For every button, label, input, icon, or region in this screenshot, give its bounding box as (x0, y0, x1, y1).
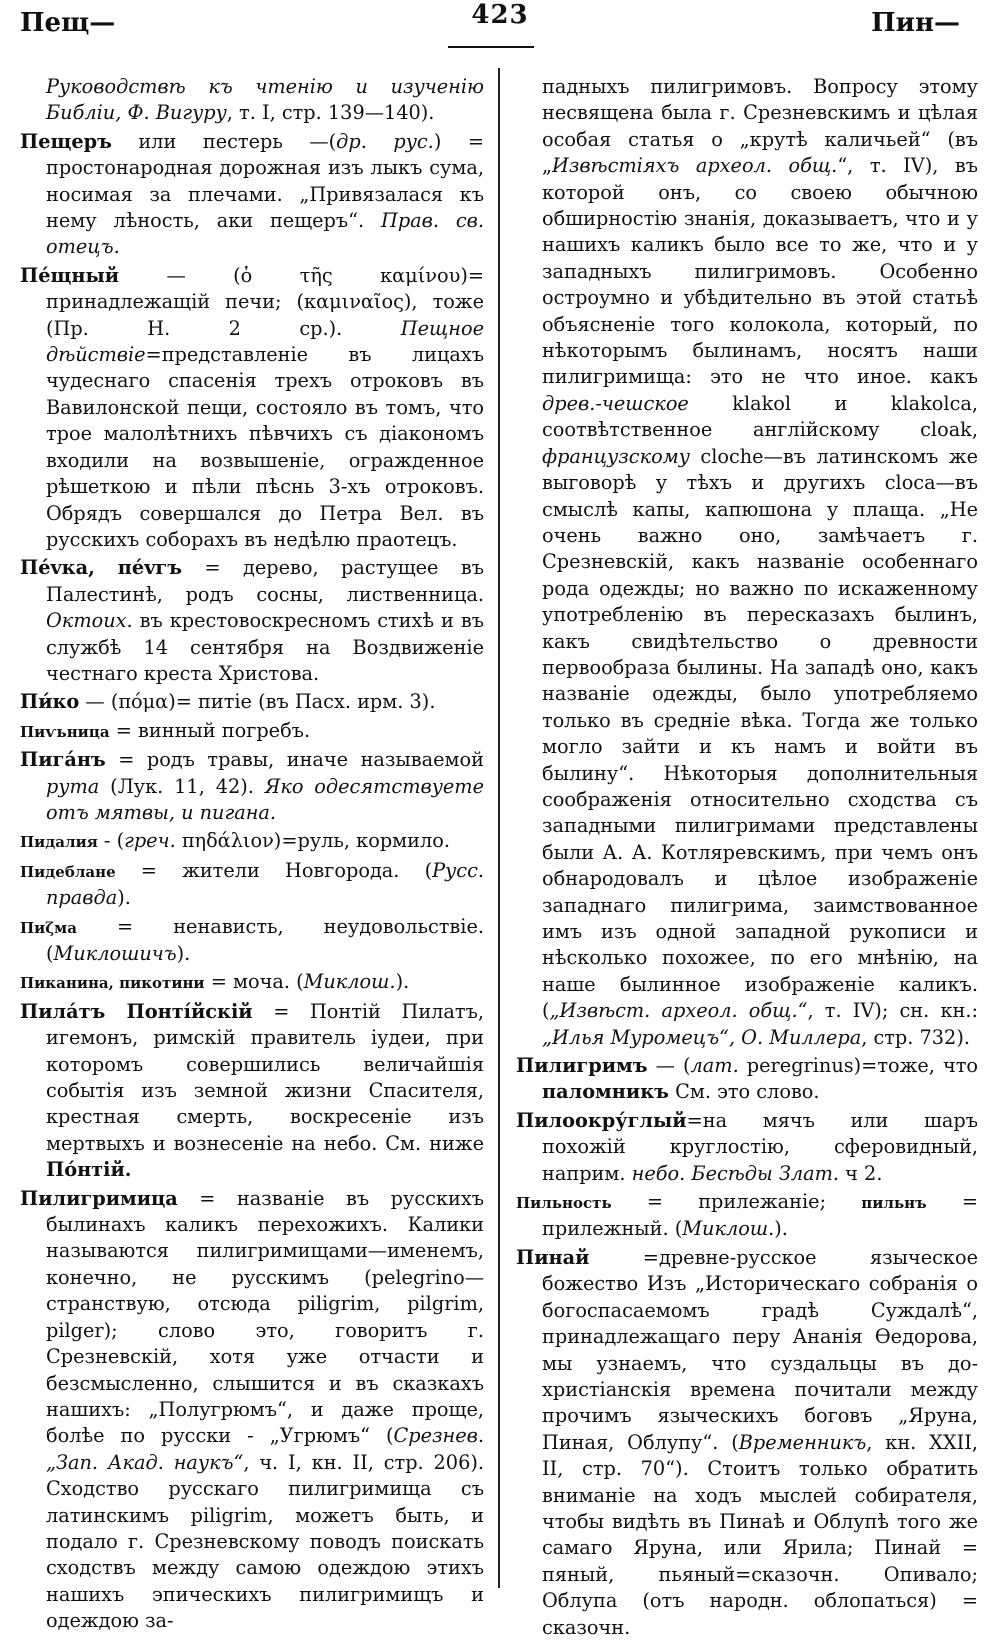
entry-headword: Пещеръ (20, 129, 112, 153)
entry-text: ) = простонародная дорожная изъ лыкъ сума, носимая за плечами. „Привязалася къ нему лѣность, аки пещеръ“. (46, 129, 484, 233)
dictionary-entry (20, 555, 484, 687)
dictionary-entry (20, 969, 484, 996)
entry-text: , ч. I, кн. II, стр. 206). Сходство русскаго пилигримища съ латинскимъ piligrim, можетъ быть, и подало г. Срезневскому поводъ поискать сходствъ между самою одеждою этихъ нашихъ эпическихъ пилигримищъ и одеждою за- (46, 1450, 484, 1633)
entry-text: Миклош. (682, 1217, 775, 1241)
entry-text: Извѣстіяхъ археол. общ. (552, 154, 838, 178)
entry-text: — ( (647, 1054, 691, 1078)
entry-text: др. рус. (336, 129, 434, 153)
entry-text: въ крестовоскресномъ стихѣ и въ службѣ 14 сентября на Воздвиженіе честнаго креста Христова. (46, 609, 484, 685)
entry-text: или пестерь —( (111, 129, 337, 153)
entry-text: =древне-русское языческое божество Изъ „Историческаго собранія о богоспасаемомъ градѣ Суждалѣ“, принадлежащаго перу Ананія Ѳедорова, мы узнаемъ, что суздальцы въ до-христіанскія времена почитали между прочимъ языческихъ боговъ „Яруна, Пиная, Облупу“. ( (542, 1245, 978, 1454)
entry-headword: Пи́ко (20, 690, 80, 714)
entry-text: небо. Бесѣды Злат. (631, 1161, 840, 1185)
entry-text: “, т. IV), въ которой онъ, со своею обычною обширностію знанія, доказываетъ, что и у нашихъ каликъ было все то же, что и у западныхъ пилигримовъ. Особенно остроумно и убѣдительно въ этой статьѣ объясненіе того колокола, который, по нѣкоторымъ былинамъ, носятъ наши пилигримища: это не что иное. какъ (542, 154, 978, 389)
page-number: 423 (471, 0, 529, 30)
dictionary-entry (20, 858, 484, 912)
entry-headword: Пиζма (20, 918, 77, 937)
entry-text: klakol и klakolca, соотвѣтственное англійскому cloak, (542, 391, 978, 442)
entry-text: = моча. ( (204, 970, 304, 994)
entry-text: — (ὁ τῆς καμίνου)= принадлежащій печи; (καμιναῖος), тоже (Пр. Н. 2 ср.). (46, 263, 484, 340)
entry-text: Прав. св. отецъ. (46, 209, 484, 259)
entry-text: ). (395, 970, 410, 994)
entry-headword: Пе́vка, пе́vгъ (20, 556, 183, 580)
running-head-left: Пещ— (20, 8, 116, 38)
entry-text: рута (46, 774, 100, 798)
entry-headword: Пидалия (20, 833, 98, 852)
entry-text: См. это слово. (668, 1080, 820, 1104)
continued-paragraph (516, 74, 978, 1051)
dictionary-entry (20, 689, 484, 715)
left-column (20, 74, 484, 1637)
entry-text: Срезнев. „Зап. Акад. наукъ“ (46, 1424, 484, 1474)
entry-text: греч. (124, 829, 176, 853)
entry-text: = жители Новгорода. ( (115, 858, 433, 882)
entry-text: = винный погребъ. (109, 718, 311, 742)
entry-headword: Пиѵьница (20, 722, 110, 741)
entry-text: = ненависть, неудовольствіе. ( (46, 914, 484, 965)
entry-text: Пещное дѣйствіе (46, 316, 484, 367)
entry-headword: Пига́нъ (20, 748, 106, 772)
entry-headword: Пилигримъ (516, 1054, 648, 1078)
entry-text: cloche—въ латинскомъ же выговорѣ у тѣхъ и другихъ cloca—въ смыслѣ капы, капюшона у плаща. „Не очень важно оно, замѣчаетъ г. Срезневскій, какъ названіе особеннаго рода одежды; но важно по искаженному употребленію въ пересказахъ былинъ, какъ свидѣтельство о древности первообраза былины. На западѣ оно, какъ названіе одежды, было употребляемо только въ средніе вѣка. Тогда же только могло зайти и къ намъ и войти въ былину“. Нѣкоторыя дополнительныя соображенія относительно сходства съ западными пилигримами представлены были А. А. Котляревскимъ, при чемъ онъ обнародовалъ и цѣлое изображеніе западнаго пилигрима, заимствованное имъ изъ одной западной рукописи и нѣсколько похожее, по его мнѣнію, на наше былинное изображеніе каликъ. ( (542, 444, 978, 1023)
entry-text: Яко одесятствуете отъ мятвы, и пигана. (46, 774, 484, 824)
entry-headword: Пинай (516, 1245, 590, 1269)
right-column (516, 74, 978, 1643)
entry-text: ч 2. (839, 1161, 883, 1185)
dictionary-entry (516, 1189, 978, 1243)
entry-headword: Пила́тъ Понті́йскій (20, 999, 253, 1023)
dictionary-entry (20, 914, 484, 968)
header-ornament-rule (448, 46, 534, 48)
entry-text: = родъ травы, иначе называемой (105, 748, 484, 772)
entry-text: „Извѣст. археол. общ.“ (549, 999, 808, 1023)
entry-text: peregrinus)=тоже, что (738, 1054, 978, 1078)
entry-headword: паломникъ (542, 1080, 669, 1104)
entry-headword: пильнъ (861, 1194, 927, 1213)
continued-paragraph (20, 74, 484, 127)
entry-text: ). (117, 886, 131, 910)
entry-text: = дерево, растущее въ Палестинѣ, родъ сосны, лиственница. (46, 556, 484, 606)
entry-text: французскому (542, 444, 690, 468)
dictionary-entry (20, 263, 484, 553)
dictionary-entry (20, 718, 484, 745)
dictionary-entry (516, 1245, 978, 1641)
entry-text: Миклош. (303, 970, 396, 994)
entry-headword: Пильность (516, 1194, 612, 1213)
entry-text: ). (176, 942, 191, 965)
entry-text: Миклошичъ (53, 942, 177, 965)
dictionary-entry (20, 1186, 484, 1635)
running-head-right: Пин— (871, 8, 960, 38)
entry-headword: Пилигримица (20, 1186, 178, 1210)
entry-text: Временникъ (738, 1430, 867, 1454)
dictionary-entry (20, 747, 484, 826)
dictionary-entry (516, 1108, 978, 1187)
entry-text: Руководствѣ къ чтенію и изученію Библіи, Ф. Вигуру (46, 75, 484, 125)
entry-text: Русс. правда (46, 858, 484, 910)
entry-text: древ.-чешское (542, 391, 689, 415)
entry-text: =на мячъ или шаръ похожій круглостію, сферовидный, наприм. (542, 1108, 978, 1185)
dictionary-entry (20, 828, 484, 855)
entry-text: лат. (690, 1054, 739, 1078)
entry-headword: По́нтій. (46, 1158, 132, 1182)
entry-text: , стр. 732). (861, 1025, 970, 1049)
entry-text: — (πόμα)= питіе (въ Пасх. ирм. 3). (79, 690, 436, 714)
entry-headword: Пе́щный (20, 263, 120, 287)
entry-text: = прилежный. ( (542, 1190, 978, 1241)
column-divider (498, 68, 500, 1588)
entry-text: Октоих. (46, 609, 133, 633)
entry-text: , кн. XXII, II, стр. 70“). Стоитъ только обратить вниманіе на ходъ мыслей собирателя, чтобы видѣть въ Пинаѣ и Облупѣ того же самаго Яруна, или Ярила; Пинай = пяный, пьяный=сказочн. Опивало; Облупа (отъ народн. облопаться) = сказочн. (542, 1430, 978, 1639)
entry-text: (Лук. 11, 42). (99, 774, 265, 798)
entry-text: - ( (97, 829, 125, 853)
entry-text: πηδάλιον)=руль, кормило. (175, 829, 451, 853)
entry-text: = прилежаніе; (611, 1190, 862, 1214)
entry-text: , т. I, стр. 139—140). (226, 101, 435, 125)
entry-text: = Понтій Пилатъ, игемонъ, римскій правитель іудеи, при которомъ совершились величайшія событія изъ земной жизни Спасителя, крестная смерть, воскресеніе изъ мертвыхъ и вознесеніе на небо. См. ниже (46, 999, 484, 1155)
entry-text: = названіе въ русскихъ былинахъ каликъ перехожихъ. Калики называются пилигримищами—именемъ, конечно, не русскимъ (pelegrino—странствую, отсюда piligrim, pilgrim, pilger); слово это, говоритъ г. Срезневскій, хотя уже отчасти и безсмысленно, слышится и въ сказкахъ нашихъ: „Полугрюмъ“, и даже проще, болѣе по русски - „Угрюмъ“ ( (46, 1186, 484, 1448)
entry-text: ). (774, 1217, 788, 1241)
entry-text: =представленіе въ лицахъ чудеснаго спасенія трехъ отроковъ въ Вавилонской пещи, состояло въ томъ, что трое малолѣтнихъ пѣвчихъ съ діакономъ входили на возвышеніе, огражденное рѣшеткою и пѣли пѣснь 3-хъ отроковъ. Обрядъ совершался до Петра Вел. въ русскихъ соборахъ въ недѣлю праотецъ. (46, 343, 484, 551)
dictionary-entry (516, 1053, 978, 1106)
entry-headword: Пилоокру́глый (516, 1108, 687, 1132)
entry-headword: Пиканина, пикотини (20, 974, 205, 993)
dictionary-entry (20, 129, 484, 261)
entry-text: падныхъ пилигримовъ. Вопросу этому несвящена была г. Срезневскимъ и цѣлая особая статья о „крутѣ каличьей“ (въ „ (542, 75, 978, 178)
entry-headword: Пидеблане (20, 862, 116, 881)
dictionary-entry (20, 999, 484, 1184)
entry-text: , т. IV); сн. кн.: (807, 999, 978, 1023)
entry-text: „Илья Муромецъ“, О. Миллера (542, 1025, 862, 1049)
